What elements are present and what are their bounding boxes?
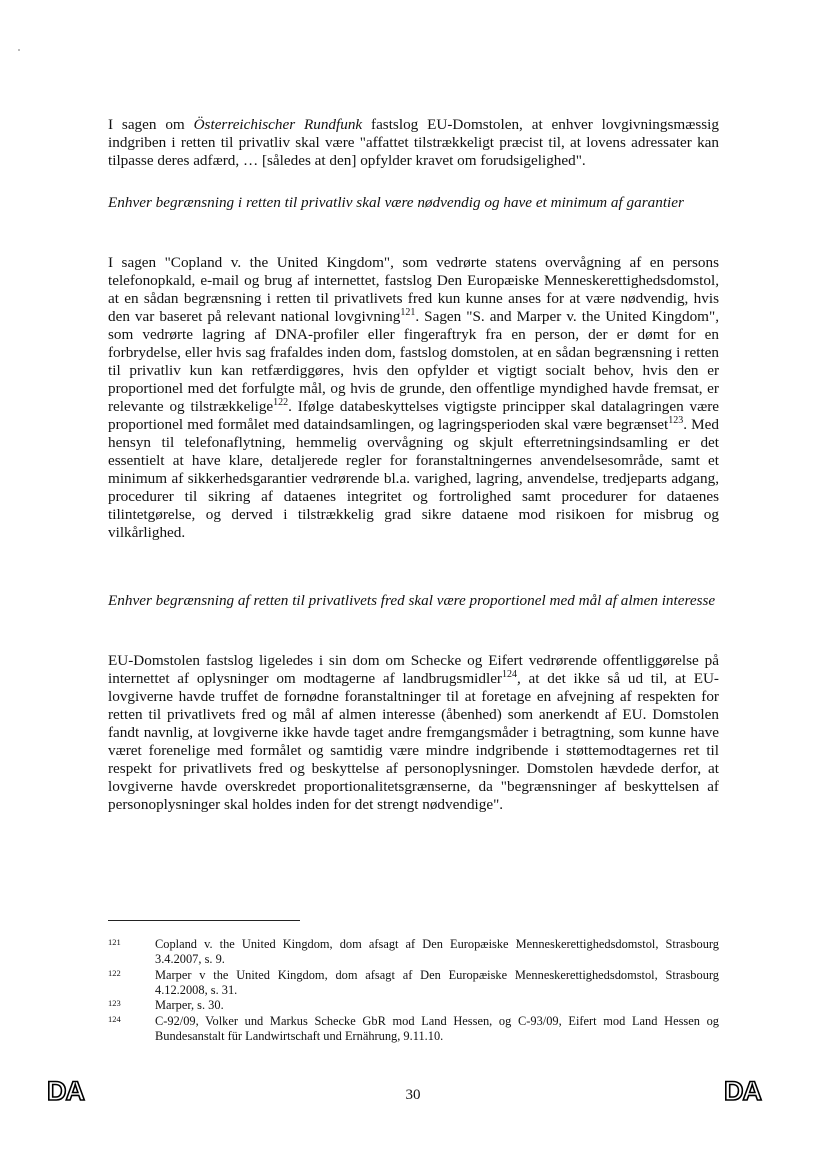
footnote-text: Marper v the United Kingdom, dom afsagt af Den Europæiske Menneskerettighedsdomstol, Strasbourg 4.12.2008, s. 31. [155,968,719,997]
section-heading: Enhver begrænsning i retten til privatliv skal være nødvendig og have et minimum af garantier [108,194,684,211]
paragraph-copland [108,254,719,542]
section-heading: Enhver begrænsning af retten til privatlivets fred skal være proportionel med mål af almen interesse [108,592,716,609]
body-block-3 [108,652,719,814]
heading-proportionel [108,592,719,610]
footnote-ref: 122 [273,396,289,408]
footnote-text: Copland v. the United Kingdom, dom afsagt af Den Europæiske Menneskerettighedsdomstol, Strasbourg 3.4.2007, s. 9. [155,937,719,966]
text-run: . Med hensyn til telefonaflytning, hemmelig overvågning og skjult efterretningsindsamling er det essentielt at have klare, detaljerede regler for foranstaltningernes anvendelsesområde, samt et minimum af sikkerhedsgarantier vedrørende bl.a. varighed, lagring, anvendelse, tredjeparts adgang, procedurer til sikring af dataenes integritet og fortrolighed samt procedurer for dataenes tilintetgørelse, og derved i tilstrækkelig grad sikre dataene mod risikoen for misbrug og vilkårlighed. [108,416,720,541]
text-run: EU-Domstolen fastslog ligeledes i sin dom om Schecke og Eifert vedrørende offentliggørelse på internettet af oplysninger om modtagerne af landbrugsmidler [108,652,719,687]
footnote-ref: 123 [668,414,684,426]
text-run: . Sagen "S. and Marper v. the United Kingdom", som vedrørte lagring af DNA-profiler eller fingeraftryk fra en person, der er dømt for en forbrydelse, eller hvis sag frafaldes inden dom, fastslog domstolen, at en sådan begrænsning i retten til privatliv kun kan retfærdiggøres, hvis den opfylder et vigtigt socialt behov, hvis den er proportionel med det forfulgte mål, og hvis de grunde, den offentlige myndighed havde fremsat, er relevante og tilstrækkelige [108,308,719,415]
footnote-number: 121 [108,937,121,947]
language-code-left: DA [47,1076,84,1106]
heading-nodvendig [108,194,719,212]
text-run: I sagen "Copland v. the United Kingdom", som vedrørte statens overvågning af en persons telefonopkald, e-mail og brug af internettet, fastslog Den Europæiske Menneskerettighedsdomstol, at en sådan begrænsning i retten til privatlivets fred kun kunne anses for at være nødvendig, hvis den var baseret på relevant national lovgivning [108,254,719,325]
footnote-text: Marper, s. 30. [155,998,224,1012]
body-block-1 [108,116,719,170]
footnote-text: C-92/09, Volker und Markus Schecke GbR mod Land Hessen, og C-93/09, Eifert mod Land Hessen og Bundesanstalt für Landwirtschaft und Ernährung, 9.11.10. [155,1014,719,1043]
footnote-ref: 121 [400,306,416,318]
footnote-number: 122 [108,968,121,978]
paragraph-schecke [108,652,719,814]
footnote-separator [108,920,300,921]
text-run: . Ifølge databeskyttelses vigtigste principper skal datalagringen være proportionel med formålet med dataindsamlingen, og lagringsperioden skal være begrænset [108,398,719,433]
page-number: 30 [405,1087,421,1103]
footnote-number: 124 [108,1014,121,1024]
body-block-2 [108,254,719,542]
text-run: fastslog EU-Domstolen, at enhver lovgivningsmæssig indgriben i retten til privatliv skal være "affattet tilstrækkeligt præcist til, at lovens adressater kan tilpasse deres adfærd, … [således at den] opfylder kravet om forudsigelighed". [108,116,719,169]
paragraph-osterreichischer [108,116,719,170]
scan-speck [18,49,20,51]
text-run: , at det ikke så ud til, at EU-lovgiverne havde truffet de fornødne foranstaltninger til at foretage en afvejning af respekten for retten til privatlivets fred og mål af almen interesse (åbenhed) som anerkendt af EU. Domstolen fandt navnlig, at lovgiverne ikke havde taget andre fremgangsmåder i betragtning, som kunne have været forenelige med formålet og samtidig være mindre indgribende i støttemodtagernes ret til respekt for privatlivets fred og beskyttelse af personoplysninger. Domstolen hævdede derfor, at lovgiverne havde overskredet proportionalitetsgrænserne, da "begrænsninger af beskyttelsen af personoplysninger skal holdes inden for det strengt nødvendige". [108,670,719,813]
footnote-number: 123 [108,998,121,1008]
footnote-ref: 124 [502,668,517,680]
language-code-right: DA [724,1076,761,1106]
text-run: I sagen om [108,116,194,133]
italic-case-name: Österreichischer Rundfunk [193,116,363,133]
